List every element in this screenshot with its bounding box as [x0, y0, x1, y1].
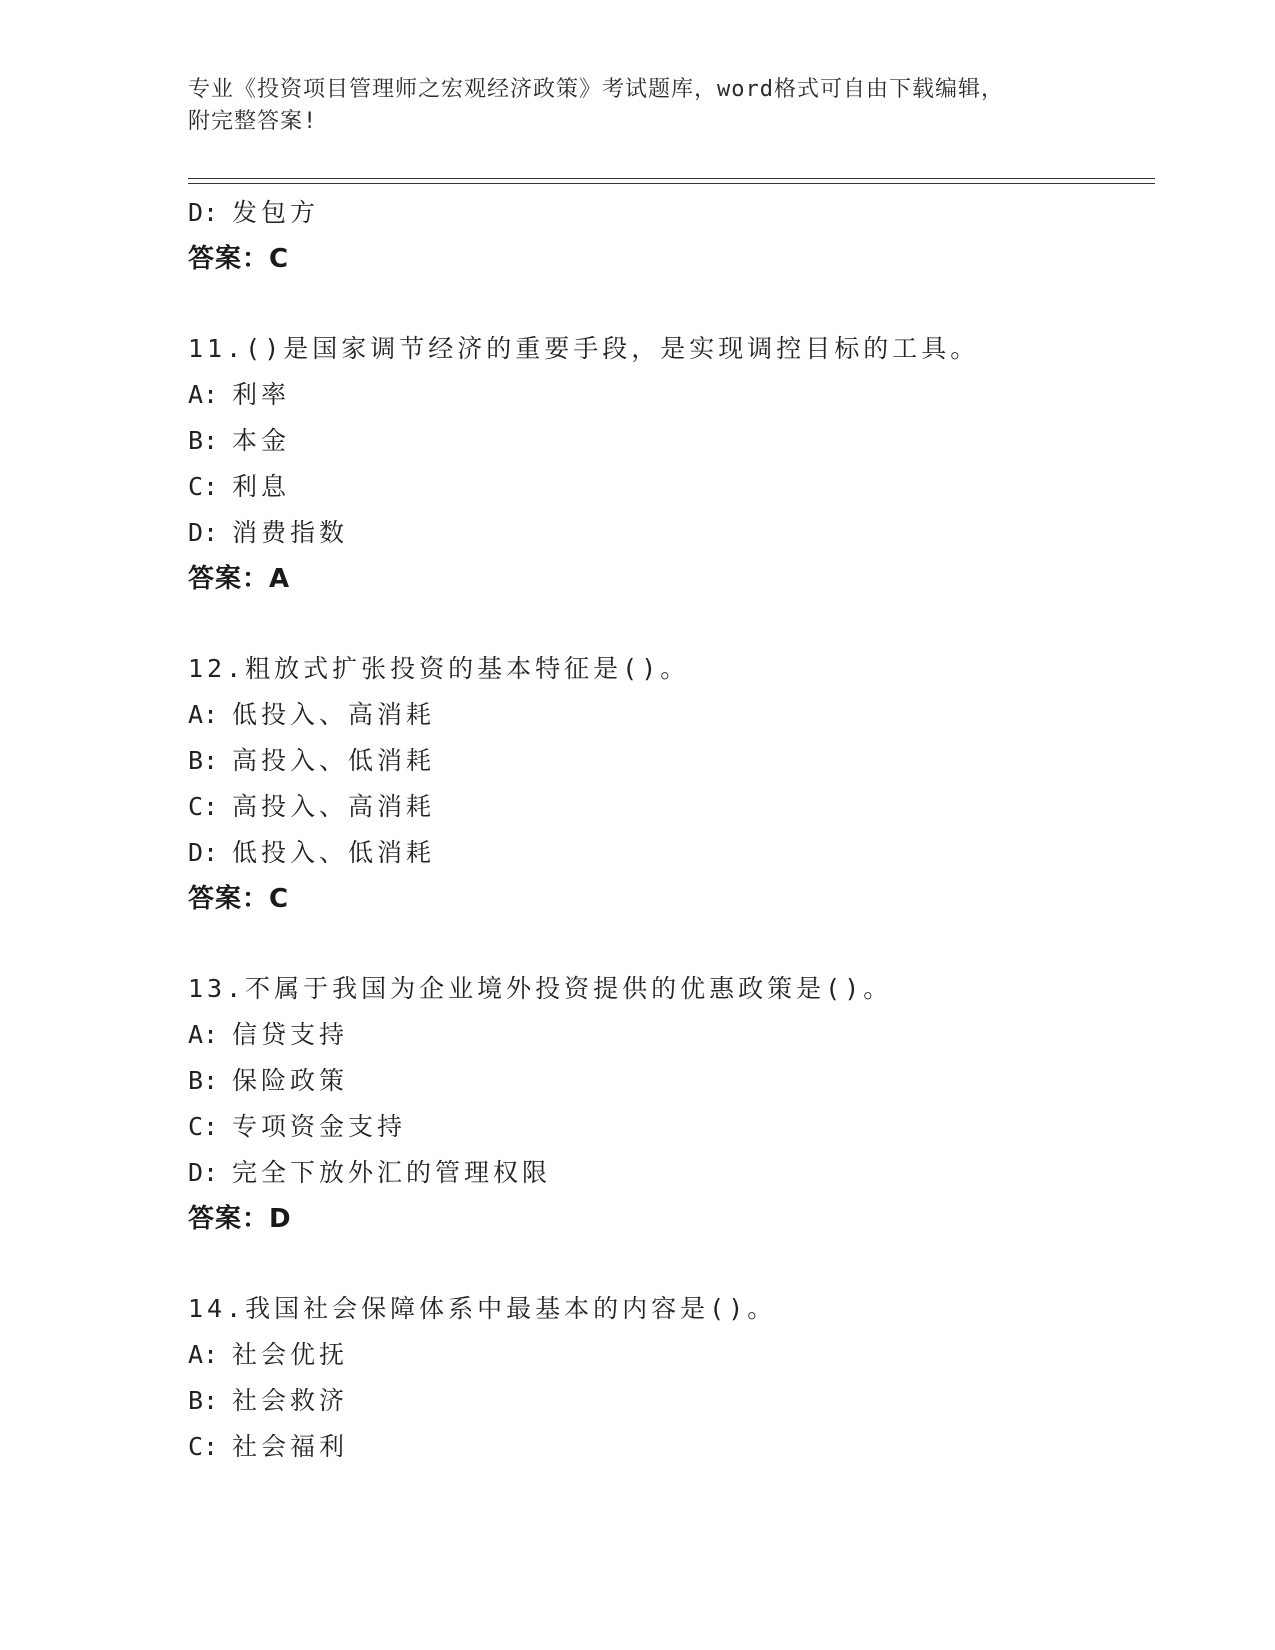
option-line [188, 784, 1148, 830]
option-text: 社会救济 [232, 1386, 349, 1415]
option-line [188, 1332, 1148, 1378]
option-text: 低投入、低消耗 [232, 838, 436, 867]
option-label: B: [188, 426, 219, 455]
option-text: 完全下放外汇的管理权限 [232, 1158, 552, 1187]
option-text: 高投入、高消耗 [232, 792, 436, 821]
header-divider-bottom [188, 183, 1155, 184]
option-text: 本金 [232, 426, 291, 455]
option-line [188, 510, 1148, 556]
option-text: 消费指数 [232, 518, 349, 547]
option-text: 保险政策 [232, 1066, 349, 1095]
header-line-2: 附完整答案! [188, 109, 318, 134]
option-text: 发包方 [232, 198, 320, 227]
question-stem: 14.我国社会保障体系中最基本的内容是()。 [188, 1294, 777, 1323]
answer-line: 答案：C [188, 244, 290, 274]
option-label: C: [188, 792, 219, 821]
option-label: A: [188, 1020, 219, 1049]
option-label: B: [188, 746, 219, 775]
answer-line: 答案：A [188, 564, 291, 594]
option-line [188, 1104, 1148, 1150]
option-label: D: [188, 838, 219, 867]
option-label: D: [188, 198, 219, 227]
option-line [188, 1012, 1148, 1058]
option-label: C: [188, 1112, 219, 1141]
option-label: D: [188, 1158, 219, 1187]
option-label: B: [188, 1066, 219, 1095]
answer-line: 答案：D [188, 1204, 292, 1234]
option-label: B: [188, 1386, 219, 1415]
question-list [188, 190, 1148, 1470]
option-text: 利息 [232, 472, 291, 501]
option-line [188, 1424, 1148, 1470]
question-stem: 13.不属于我国为企业境外投资提供的优惠政策是()。 [188, 974, 893, 1003]
option-label: C: [188, 472, 219, 501]
option-line [188, 1058, 1148, 1104]
option-label: A: [188, 700, 219, 729]
question-stem: 11.()是国家调节经济的重要手段，是实现调控目标的工具。 [188, 334, 980, 363]
option-label: A: [188, 1340, 219, 1369]
option-text: 信贷支持 [232, 1020, 349, 1049]
option-line [188, 830, 1148, 876]
option-line [188, 190, 1148, 236]
question-stem: 12.粗放式扩张投资的基本特征是()。 [188, 654, 690, 683]
option-line [188, 418, 1148, 464]
option-text: 社会福利 [232, 1432, 349, 1461]
option-text: 低投入、高消耗 [232, 700, 436, 729]
option-text: 利率 [232, 380, 291, 409]
option-line [188, 1150, 1148, 1196]
option-text: 专项资金支持 [232, 1112, 407, 1141]
option-text: 社会优抚 [232, 1340, 349, 1369]
option-line [188, 1378, 1148, 1424]
option-line [188, 692, 1148, 738]
header-divider-top [188, 178, 1155, 179]
option-line [188, 464, 1148, 510]
header-line-1: 专业《投资项目管理师之宏观经济政策》考试题库，word格式可自由下载编辑， [188, 77, 1004, 102]
option-text: 高投入、低消耗 [232, 746, 436, 775]
option-line [188, 372, 1148, 418]
option-line [188, 738, 1148, 784]
option-label: C: [188, 1432, 219, 1461]
answer-line: 答案：C [188, 884, 290, 914]
option-label: A: [188, 380, 219, 409]
option-label: D: [188, 518, 219, 547]
document-header [188, 74, 1088, 138]
